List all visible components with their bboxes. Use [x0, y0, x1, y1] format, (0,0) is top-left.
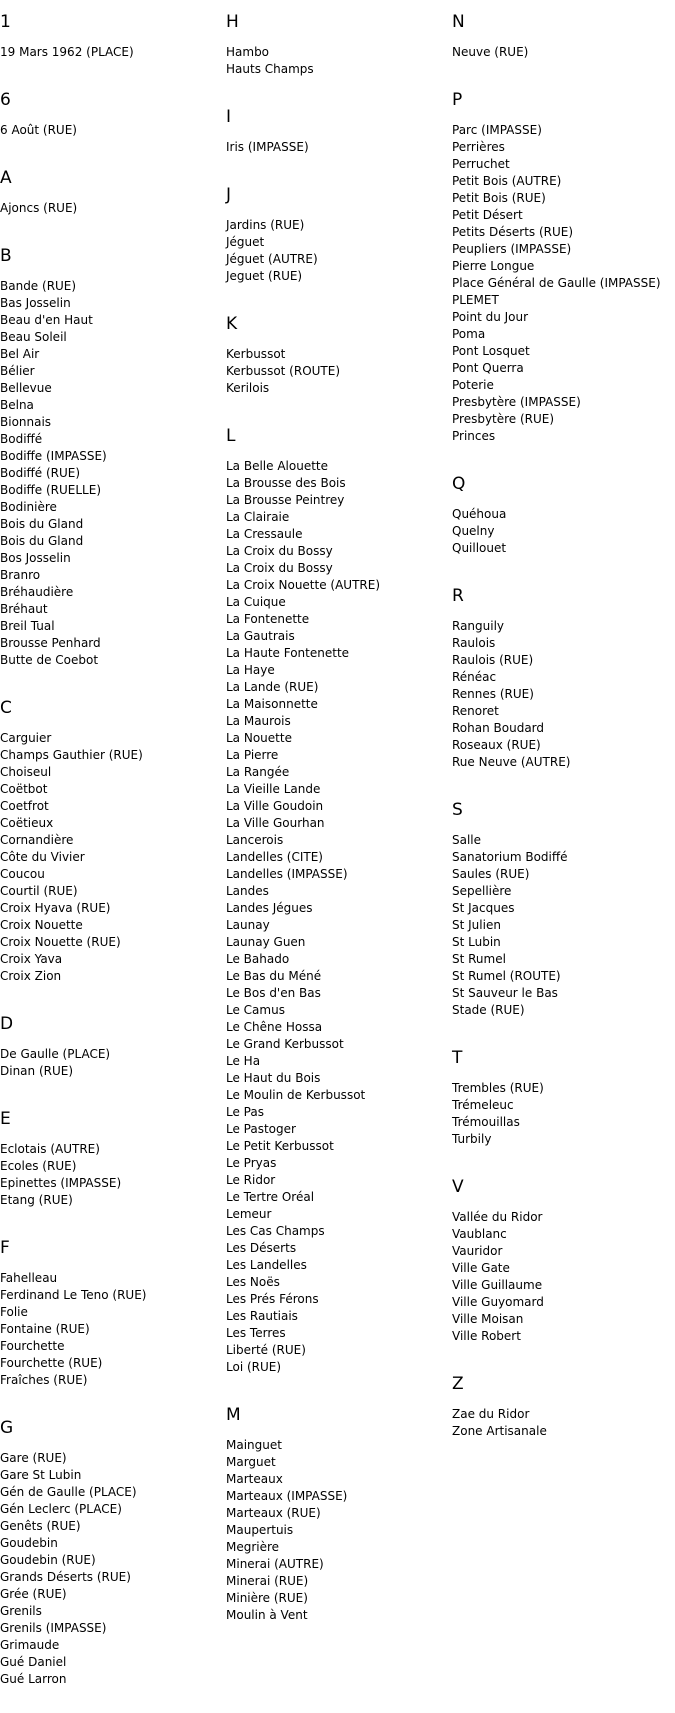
street-link[interactable]: Presbytère (RUE): [452, 412, 555, 426]
street-link[interactable]: Rue Neuve (AUTRE): [452, 755, 571, 769]
section-letter-heading: M: [226, 1405, 241, 1425]
street-link[interactable]: Les Noës: [226, 1275, 280, 1289]
section-letter-heading: H: [226, 12, 239, 32]
street-link[interactable]: Jéguet: [226, 235, 265, 249]
street-link[interactable]: PLEMET: [452, 293, 499, 307]
street-link[interactable]: Point du Jour: [452, 310, 529, 324]
street-link[interactable]: La Croix du Bossy: [226, 561, 333, 575]
letter-section: [452, 1173, 667, 1345]
street-link[interactable]: Bréhaudière: [0, 585, 74, 599]
street-link[interactable]: Marguet: [226, 1455, 276, 1469]
street-link[interactable]: St Rumel: [452, 952, 506, 966]
street-link[interactable]: Gare (RUE): [0, 1451, 67, 1465]
street-link[interactable]: Kerbussot (ROUTE): [226, 364, 341, 378]
street-link[interactable]: Le Camus: [226, 1003, 285, 1017]
street-link[interactable]: Coëtieux: [0, 816, 54, 830]
letter-section: [452, 1370, 667, 1440]
street-link[interactable]: St Rumel (ROUTE): [452, 969, 561, 983]
street-link[interactable]: Presbytère (IMPASSE): [452, 395, 581, 409]
street-link[interactable]: Genêts (RUE): [0, 1519, 81, 1533]
street-link[interactable]: Le Grand Kerbussot: [226, 1037, 344, 1051]
street-link[interactable]: Grenils (IMPASSE): [0, 1621, 107, 1635]
street-link[interactable]: Gare St Lubin: [0, 1468, 82, 1482]
street-link[interactable]: Croix Nouette: [0, 918, 83, 932]
street-link[interactable]: Lemeur: [226, 1207, 272, 1221]
street-list: [0, 278, 215, 669]
street-link[interactable]: Pierre Longue: [452, 259, 535, 273]
street-link[interactable]: Les Cas Champs: [226, 1224, 325, 1238]
street-link[interactable]: Poma: [452, 327, 486, 341]
street-link[interactable]: Megrière: [226, 1540, 280, 1554]
letter-section: [226, 8, 441, 78]
index-column-2: [226, 8, 441, 1649]
street-link[interactable]: Ville Guillaume: [452, 1278, 543, 1292]
street-link[interactable]: Croix Zion: [0, 969, 62, 983]
street-link[interactable]: Jardins (RUE): [226, 218, 305, 232]
letter-section: [0, 8, 215, 61]
street-link[interactable]: Rennes (RUE): [452, 687, 534, 701]
street-link[interactable]: Rohan Boudard: [452, 721, 545, 735]
street-link[interactable]: Liberté (RUE): [226, 1343, 306, 1357]
street-list: [0, 730, 215, 985]
street-link[interactable]: Coëtbot: [0, 782, 48, 796]
letter-section: [0, 1234, 215, 1389]
street-link[interactable]: Ville Guyomard: [452, 1295, 544, 1309]
street-link[interactable]: Hambo: [226, 45, 270, 59]
letter-section: [0, 86, 215, 139]
street-link[interactable]: Stade (RUE): [452, 1003, 525, 1017]
letter-section: [452, 86, 667, 445]
street-link[interactable]: Petits Déserts (RUE): [452, 225, 574, 239]
street-link[interactable]: La Gautrais: [226, 629, 295, 643]
street-link[interactable]: Goudebin (RUE): [0, 1553, 96, 1567]
letter-section: [226, 310, 441, 397]
letter-section: [452, 796, 667, 1019]
street-list: [0, 122, 215, 139]
street-link[interactable]: Grée (RUE): [0, 1587, 67, 1601]
street-link[interactable]: La Lande (RUE): [226, 680, 319, 694]
street-link[interactable]: La Ville Goudoin: [226, 799, 324, 813]
street-link[interactable]: Minerai (AUTRE): [226, 1557, 324, 1571]
section-letter-heading: A: [0, 168, 12, 188]
street-link[interactable]: Bodiffe (IMPASSE): [0, 449, 107, 463]
street-link[interactable]: Sanatorium Bodiffé: [452, 850, 568, 864]
street-link[interactable]: Bel Air: [0, 347, 40, 361]
street-link[interactable]: Maupertuis: [226, 1523, 294, 1537]
letter-section: [0, 242, 215, 669]
street-link[interactable]: Grands Déserts (RUE): [0, 1570, 131, 1584]
street-link[interactable]: Fourchette (RUE): [0, 1356, 103, 1370]
section-letter-heading: T: [452, 1048, 463, 1068]
street-list: [226, 346, 441, 397]
street-link[interactable]: Epinettes (IMPASSE): [0, 1176, 122, 1190]
letter-section: [452, 582, 667, 771]
street-link[interactable]: Hauts Champs: [226, 62, 314, 76]
street-link[interactable]: Neuve (RUE): [452, 45, 529, 59]
street-link[interactable]: Le Bahado: [226, 952, 290, 966]
street-link[interactable]: Pont Losquet: [452, 344, 530, 358]
street-link[interactable]: La Maurois: [226, 714, 291, 728]
street-link[interactable]: Les Landelles: [226, 1258, 307, 1272]
street-link[interactable]: Quelny: [452, 524, 495, 538]
street-link[interactable]: Ecoles (RUE): [0, 1159, 77, 1173]
street-link[interactable]: St Julien: [452, 918, 501, 932]
street-link[interactable]: Eclotais (AUTRE): [0, 1142, 100, 1156]
street-link[interactable]: Ville Gate: [452, 1261, 510, 1275]
street-link[interactable]: Turbily: [452, 1132, 492, 1146]
street-link[interactable]: Sepellière: [452, 884, 512, 898]
street-link[interactable]: Princes: [452, 429, 496, 443]
street-link[interactable]: Le Bos d'en Bas: [226, 986, 321, 1000]
street-list: [452, 1209, 667, 1345]
street-link[interactable]: Butte de Coebot: [0, 653, 99, 667]
street-link[interactable]: Coetfrot: [0, 799, 49, 813]
section-letter-heading: V: [452, 1177, 464, 1197]
section-letter-heading: K: [226, 314, 238, 334]
street-link[interactable]: La Croix du Bossy: [226, 544, 333, 558]
street-link[interactable]: Le Ridor: [226, 1173, 276, 1187]
street-link[interactable]: Fahelleau: [0, 1271, 58, 1285]
street-link[interactable]: Gén de Gaulle (PLACE): [0, 1485, 137, 1499]
street-link[interactable]: Landelles (IMPASSE): [226, 867, 348, 881]
street-list: [452, 618, 667, 771]
street-link[interactable]: La Cuique: [226, 595, 286, 609]
street-link[interactable]: Raulois: [452, 636, 496, 650]
street-link[interactable]: Choiseul: [0, 765, 52, 779]
street-link[interactable]: Grenils: [0, 1604, 42, 1618]
street-link[interactable]: Les Déserts: [226, 1241, 297, 1255]
street-link[interactable]: Ville Robert: [452, 1329, 521, 1343]
street-link[interactable]: Folie: [0, 1305, 28, 1319]
street-link[interactable]: Saules (RUE): [452, 867, 530, 881]
street-link[interactable]: De Gaulle (PLACE): [0, 1047, 111, 1061]
street-link[interactable]: Le Haut du Bois: [226, 1071, 321, 1085]
street-link[interactable]: Ferdinand Le Teno (RUE): [0, 1288, 147, 1302]
section-letter-heading: N: [452, 12, 465, 32]
section-letter-heading: 6: [0, 90, 11, 110]
street-link[interactable]: La Fontenette: [226, 612, 310, 626]
street-link[interactable]: Bande (RUE): [0, 279, 77, 293]
street-link[interactable]: Peupliers (IMPASSE): [452, 242, 572, 256]
letter-section: [0, 1010, 215, 1080]
street-link[interactable]: Trémeleuc: [452, 1098, 514, 1112]
section-letter-heading: L: [226, 426, 236, 446]
section-letter-heading: Z: [452, 1374, 464, 1394]
street-link[interactable]: Ajoncs (RUE): [0, 201, 78, 215]
street-list: [452, 506, 667, 557]
street-list: [226, 44, 441, 78]
street-link[interactable]: La Rangée: [226, 765, 290, 779]
street-link[interactable]: Gué Larron: [0, 1672, 67, 1686]
street-link[interactable]: Les Terres: [226, 1326, 286, 1340]
street-list: [0, 44, 215, 61]
street-link[interactable]: Iris (IMPASSE): [226, 140, 309, 154]
street-link[interactable]: Loi (RUE): [226, 1360, 282, 1374]
street-list: [452, 44, 667, 61]
street-link[interactable]: Marteaux (IMPASSE): [226, 1489, 348, 1503]
street-link[interactable]: 19 Mars 1962 (PLACE): [0, 45, 134, 59]
street-link[interactable]: La Nouette: [226, 731, 292, 745]
street-link[interactable]: Parc (IMPASSE): [452, 123, 542, 137]
street-link[interactable]: Courtil (RUE): [0, 884, 78, 898]
street-link[interactable]: Zone Artisanale: [452, 1424, 547, 1438]
street-link[interactable]: Petit Bois (RUE): [452, 191, 546, 205]
street-link[interactable]: Champs Gauthier (RUE): [0, 748, 143, 762]
street-link[interactable]: Bodinière: [0, 500, 57, 514]
street-link[interactable]: Quillouet: [452, 541, 507, 555]
section-letter-heading: E: [0, 1109, 11, 1129]
section-letter-heading: B: [0, 246, 12, 266]
street-link[interactable]: Fraîches (RUE): [0, 1373, 88, 1387]
street-link[interactable]: Perruchet: [452, 157, 510, 171]
street-link[interactable]: Fourchette: [0, 1339, 65, 1353]
street-link[interactable]: Bréhaut: [0, 602, 48, 616]
street-link[interactable]: Kerilois: [226, 381, 270, 395]
street-link[interactable]: Bois du Gland: [0, 517, 84, 531]
street-link[interactable]: Raulois (RUE): [452, 653, 534, 667]
street-list: [0, 200, 215, 217]
street-link[interactable]: La Croix Nouette (AUTRE): [226, 578, 381, 592]
street-link[interactable]: La Belle Alouette: [226, 459, 328, 473]
street-link[interactable]: Rénéac: [452, 670, 497, 684]
street-link[interactable]: Kerbussot: [226, 347, 286, 361]
section-letter-heading: 1: [0, 12, 11, 32]
street-link[interactable]: Marteaux: [226, 1472, 283, 1486]
street-link[interactable]: La Haye: [226, 663, 275, 677]
street-link[interactable]: Croix Nouette (RUE): [0, 935, 121, 949]
street-list: [0, 1046, 215, 1080]
street-link[interactable]: Croix Yava: [0, 952, 63, 966]
street-link[interactable]: Coucou: [0, 867, 45, 881]
street-link[interactable]: Le Pastoger: [226, 1122, 296, 1136]
street-link[interactable]: Breil Tual: [0, 619, 55, 633]
letter-section: [0, 1414, 215, 1688]
street-link[interactable]: Croix Hyava (RUE): [0, 901, 111, 915]
street-link[interactable]: St Jacques: [452, 901, 515, 915]
street-link[interactable]: Roseaux (RUE): [452, 738, 541, 752]
street-link[interactable]: Ranguily: [452, 619, 505, 633]
street-list: [452, 832, 667, 1019]
letter-section: [226, 181, 441, 285]
street-link[interactable]: Fontaine (RUE): [0, 1322, 90, 1336]
street-link[interactable]: Bellevue: [0, 381, 52, 395]
section-letter-heading: G: [0, 1418, 14, 1438]
street-link[interactable]: Pont Querra: [452, 361, 524, 375]
street-link[interactable]: Jéguet (AUTRE): [226, 252, 318, 266]
letter-section: [0, 1105, 215, 1209]
street-link[interactable]: Le Petit Kerbussot: [226, 1139, 334, 1153]
letter-section: [226, 103, 441, 156]
street-list: [452, 122, 667, 445]
street-link[interactable]: Gén Leclerc (PLACE): [0, 1502, 122, 1516]
street-link[interactable]: St Lubin: [452, 935, 501, 949]
street-link[interactable]: Quéhoua: [452, 507, 507, 521]
street-link[interactable]: Lancerois: [226, 833, 284, 847]
street-link[interactable]: La Brousse des Bois: [226, 476, 346, 490]
street-link[interactable]: Dinan (RUE): [0, 1064, 74, 1078]
street-link[interactable]: Les Prés Férons: [226, 1292, 319, 1306]
street-list: [226, 217, 441, 285]
letter-section: [0, 164, 215, 217]
street-link[interactable]: La Brousse Peintrey: [226, 493, 345, 507]
street-link[interactable]: La Cressaule: [226, 527, 303, 541]
letter-section: [226, 422, 441, 1376]
street-link[interactable]: St Sauveur le Bas: [452, 986, 558, 1000]
street-link[interactable]: Bionnais: [0, 415, 52, 429]
street-list: [226, 1437, 441, 1624]
street-link[interactable]: Côte du Vivier: [0, 850, 85, 864]
street-link[interactable]: Jeguet (RUE): [226, 269, 303, 283]
street-link[interactable]: Petit Désert: [452, 208, 523, 222]
street-link[interactable]: Beau Soleil: [0, 330, 67, 344]
street-link[interactable]: Le Pryas: [226, 1156, 277, 1170]
section-letter-heading: I: [226, 107, 232, 127]
street-link[interactable]: Grimaude: [0, 1638, 60, 1652]
street-link[interactable]: La Ville Gourhan: [226, 816, 325, 830]
street-link[interactable]: Goudebin: [0, 1536, 58, 1550]
street-link[interactable]: La Pierre: [226, 748, 279, 762]
letter-section: [226, 1401, 441, 1624]
street-link[interactable]: Le Moulin de Kerbussot: [226, 1088, 366, 1102]
street-link[interactable]: Place Général de Gaulle (IMPASSE): [452, 276, 661, 290]
street-list: [0, 1450, 215, 1688]
street-list: [452, 1406, 667, 1440]
street-link[interactable]: Renoret: [452, 704, 499, 718]
street-link[interactable]: Petit Bois (AUTRE): [452, 174, 562, 188]
section-letter-heading: S: [452, 800, 463, 820]
street-link[interactable]: La Haute Fontenette: [226, 646, 350, 660]
street-link[interactable]: Bélier: [0, 364, 35, 378]
street-link[interactable]: La Clairaie: [226, 510, 290, 524]
letter-section: [452, 1044, 667, 1148]
street-list: [226, 458, 441, 1376]
section-letter-heading: J: [226, 185, 232, 205]
street-link[interactable]: Vallée du Ridor: [452, 1210, 543, 1224]
section-letter-heading: P: [452, 90, 463, 110]
street-link[interactable]: La Maisonnette: [226, 697, 318, 711]
section-letter-heading: F: [0, 1238, 10, 1258]
letter-section: [452, 8, 667, 61]
section-letter-heading: C: [0, 698, 12, 718]
street-link[interactable]: Beau d'en Haut: [0, 313, 93, 327]
index-column-1: [0, 8, 215, 1713]
street-link[interactable]: Moulin à Vent: [226, 1608, 308, 1622]
street-link[interactable]: Bos Josselin: [0, 551, 71, 565]
street-link[interactable]: Ville Moisan: [452, 1312, 524, 1326]
street-link[interactable]: Minerai (RUE): [226, 1574, 309, 1588]
street-link[interactable]: Perrières: [452, 140, 505, 154]
street-link[interactable]: Marteaux (RUE): [226, 1506, 321, 1520]
street-link[interactable]: Vauridor: [452, 1244, 503, 1258]
street-link[interactable]: Launay Guen: [226, 935, 306, 949]
street-link[interactable]: Brousse Penhard: [0, 636, 101, 650]
letter-section: [0, 694, 215, 985]
street-link[interactable]: Carguier: [0, 731, 52, 745]
section-letter-heading: D: [0, 1014, 14, 1034]
index-column-3: [452, 8, 667, 1465]
street-link[interactable]: Le Pas: [226, 1105, 264, 1119]
street-list: [226, 139, 441, 156]
street-link[interactable]: Mainguet: [226, 1438, 282, 1452]
street-link[interactable]: Gué Daniel: [0, 1655, 67, 1669]
street-link[interactable]: Le Chêne Hossa: [226, 1020, 323, 1034]
street-link[interactable]: Salle: [452, 833, 482, 847]
street-link[interactable]: Le Ha: [226, 1054, 261, 1068]
letter-section: [452, 470, 667, 557]
street-list: [0, 1141, 215, 1209]
street-link[interactable]: Bas Josselin: [0, 296, 71, 310]
street-link[interactable]: Vaublanc: [452, 1227, 507, 1241]
street-link[interactable]: Minière (RUE): [226, 1591, 308, 1605]
street-link[interactable]: Cornandière: [0, 833, 74, 847]
street-link[interactable]: Branro: [0, 568, 41, 582]
street-link[interactable]: Bodiffé (RUE): [0, 466, 81, 480]
street-link[interactable]: Landes Jégues: [226, 901, 313, 915]
street-link[interactable]: Le Bas du Méné: [226, 969, 322, 983]
street-list: [0, 1270, 215, 1389]
street-list: [452, 1080, 667, 1148]
street-link[interactable]: Landes: [226, 884, 269, 898]
street-link[interactable]: Bodiffe (RUELLE): [0, 483, 102, 497]
street-link[interactable]: La Vieille Lande: [226, 782, 321, 796]
street-link[interactable]: Bois du Gland: [0, 534, 84, 548]
street-link[interactable]: 6 Août (RUE): [0, 123, 77, 137]
street-link[interactable]: Le Tertre Oréal: [226, 1190, 315, 1204]
street-link[interactable]: Bodiffé: [0, 432, 43, 446]
street-link[interactable]: Belna: [0, 398, 34, 412]
street-link[interactable]: Poterie: [452, 378, 494, 392]
street-link[interactable]: Landelles (CITE): [226, 850, 323, 864]
section-letter-heading: Q: [452, 474, 466, 494]
street-link[interactable]: Les Rautiais: [226, 1309, 298, 1323]
street-link[interactable]: Trémouillas: [452, 1115, 520, 1129]
street-link[interactable]: Zae du Ridor: [452, 1407, 530, 1421]
street-link[interactable]: Etang (RUE): [0, 1193, 73, 1207]
section-letter-heading: R: [452, 586, 464, 606]
street-link[interactable]: Launay: [226, 918, 270, 932]
street-link[interactable]: Trembles (RUE): [452, 1081, 544, 1095]
